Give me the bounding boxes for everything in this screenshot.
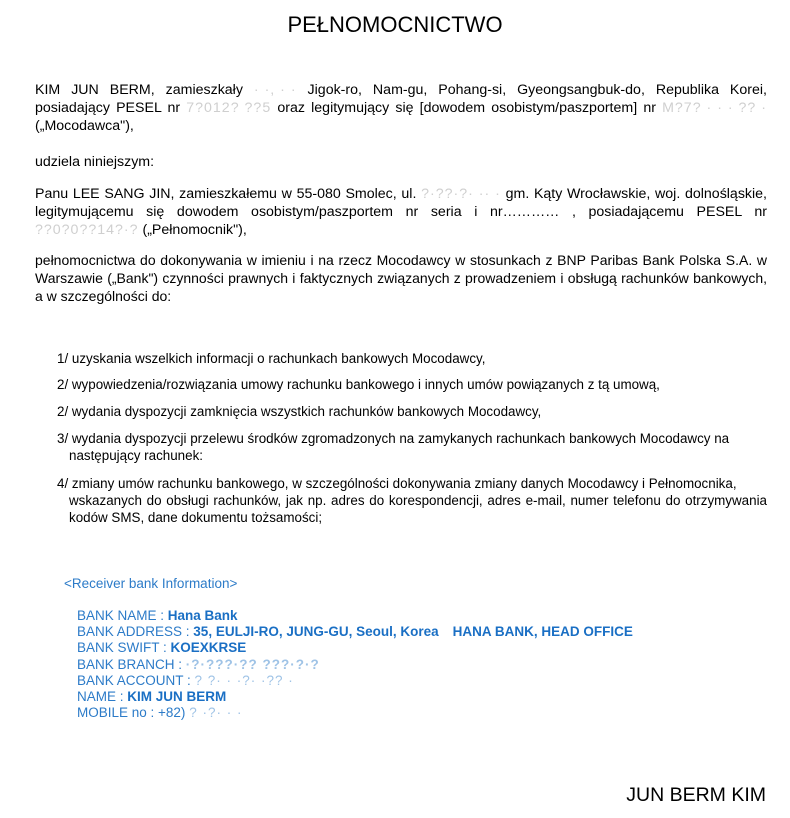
document-title: PEŁNOMOCNICTWO	[287, 12, 503, 37]
row-extra: HANA BANK, HEAD OFFICE	[452, 624, 633, 640]
agent-text-1: Panu LEE SANG JIN, zamieszkałemu w 55-080 Smolec, ul.	[35, 186, 422, 202]
agent-text-2: gm. Kąty Wrocławskie, woj. dolnośląskie, legitymującemu się dowodem osobistym/paszportem nr seria i nr………… , posiadającemu PESEL nr	[35, 186, 767, 220]
mobile-row	[77, 705, 633, 721]
principal-text-3: oraz legitymujący się [dowodem osobistym/paszportem] nr	[271, 100, 663, 116]
principal-text-4: („Mocodawca"),	[35, 118, 134, 134]
list-item	[57, 430, 767, 464]
row-value-redacted: ? ?· · ·?· ·?? ·	[194, 672, 294, 688]
redacted-agent-pesel: ??0?0??14?·?	[35, 222, 139, 238]
agent-text-3: („Pełnomocnik"),	[138, 222, 247, 238]
row-value: 35, EULJI-RO, JUNG-GU, Seoul, Korea	[193, 624, 439, 640]
redacted-address: · ·, · ·	[253, 82, 297, 98]
principal-text-1: , zamieszkały	[150, 82, 254, 98]
list-item-continuation: wskazanych do obsługi rachunków, jak np. adres do korespondencji, adres e-mail, numer telefonu do otrzymywania kodów SMS, dane dokumentu tożsamości;	[69, 493, 767, 525]
list-item-text: 2/ wypowiedzenia/rozwiązania umowy rachunku bankowego i innych umów powiązanych z tą umową,	[57, 377, 660, 392]
row-value: KOEXKRSE	[170, 640, 247, 656]
principal-name: KIM JUN BERM	[35, 82, 151, 98]
principal-paragraph	[35, 81, 767, 135]
receiver-bank-info	[77, 608, 633, 721]
account-name-row	[77, 689, 633, 705]
bank-swift-row	[77, 640, 633, 656]
bank-branch-row	[77, 657, 633, 673]
row-label: MOBILE no : +82)	[77, 705, 190, 721]
list-item-text: 4/ zmiany umów rachunku bankowego, w szczególności dokonywania zmiany danych Mocodawcy i Pełnomocnika,	[57, 476, 737, 491]
row-label: BANK ADDRESS :	[77, 624, 194, 640]
list-item-text: 1/ uzyskania wszelkich informacji o rachunkach bankowych Mocodawcy,	[57, 351, 486, 366]
bank-name-row	[77, 608, 633, 624]
list-item	[57, 475, 767, 526]
row-label: BANK NAME :	[77, 608, 168, 623]
redacted-street: ?·??·?· ·· ·	[421, 186, 501, 202]
redacted-id-number: M?7? · · · ?? ·	[662, 100, 767, 116]
row-value: Hana Bank	[167, 608, 238, 623]
agent-paragraph	[35, 185, 767, 239]
list-item-text: 2/ wydania dyspozycji zamknięcia wszystkich rachunków bankowych Mocodawcy,	[57, 404, 542, 419]
row-label: NAME :	[77, 689, 128, 705]
list-item	[57, 376, 767, 393]
list-item	[57, 403, 767, 420]
row-label: BANK BRANCH :	[77, 656, 186, 672]
signature-name: JUN BERM KIM	[626, 784, 766, 806]
redacted-pesel: 7?012? ??5	[186, 100, 272, 116]
bank-account-row	[77, 673, 633, 689]
list-item-continuation: następujący rachunek:	[69, 448, 203, 463]
list-item	[57, 350, 767, 367]
row-value: KIM JUN BERM	[127, 689, 227, 705]
scope-paragraph: pełnomocnictwa do dokonywania w imieniu i na rzecz Mocodawcy w stosunkach z BNP Paribas Bank Polska S.A. w Warszawie („Bank") czynności prawnych i faktycznych związanych z prowadzeniem i obsługą rachunków bankowych, a w szczególności do:	[35, 252, 767, 304]
principal-text-2: Jigok-ro, Nam-gu, Pohang-si, Gyeongsangbuk-do, Republika Korei, posiadający PESEL nr	[35, 82, 767, 116]
row-value-redacted: ·?·???·?? ???·?·?	[185, 656, 320, 672]
row-label: BANK SWIFT :	[77, 640, 171, 656]
bank-address-row	[77, 624, 633, 640]
row-value-redacted: ? ·?· · ·	[189, 705, 243, 721]
receiver-bank-header: <Receiver bank Information>	[64, 576, 238, 591]
grants-line: udziela niniejszym:	[35, 154, 155, 170]
powers-list	[57, 350, 767, 535]
list-item-text: 3/ wydania dyspozycji przelewu środków zgromadzonych na zamykanych rachunkach bankowych Mocodawcy na	[57, 431, 730, 446]
row-label: BANK ACCOUNT :	[77, 672, 195, 688]
